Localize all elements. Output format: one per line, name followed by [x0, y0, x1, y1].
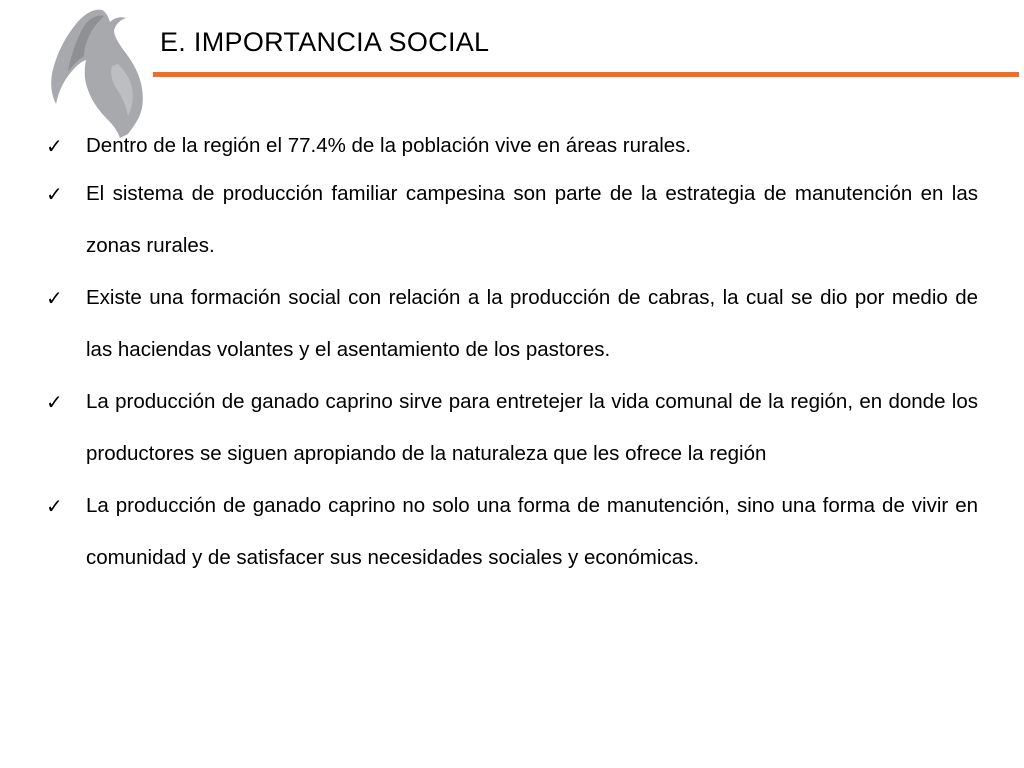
bullet-item	[46, 376, 978, 480]
bullet-item	[46, 480, 978, 584]
bullet-item	[46, 124, 978, 168]
check-icon: ✓	[46, 286, 63, 310]
bullet-item	[46, 168, 978, 272]
check-icon: ✓	[46, 134, 63, 158]
slide-title: E. IMPORTANCIA SOCIAL	[160, 27, 490, 57]
bullet-text: Existe una formación social con relación a la producción de cabras, la cual se dio por medio de las haciendas volantes y el asentamiento de los pastores.	[86, 286, 978, 361]
bullet-list	[46, 124, 978, 584]
check-icon: ✓	[46, 182, 63, 206]
goat-head-icon	[44, 4, 154, 139]
bullet-text: La producción de ganado caprino no solo una forma de manutención, sino una forma de vivir en comunidad y de satisfacer sus necesidades sociales y económicas.	[86, 494, 978, 569]
bullet-text: Dentro de la región el 77.4% de la población vive en áreas rurales.	[86, 134, 692, 157]
title-underline	[153, 72, 1019, 77]
bullet-text: La producción de ganado caprino sirve para entretejer la vida comunal de la región, en donde los productores se siguen apropiando de la naturaleza que les ofrece la región	[86, 390, 978, 465]
check-icon: ✓	[46, 390, 63, 414]
check-icon: ✓	[46, 494, 63, 518]
bullet-text: El sistema de producción familiar campesina son parte de la estrategia de manutención en las zonas rurales.	[86, 182, 978, 257]
bullet-item	[46, 272, 978, 376]
